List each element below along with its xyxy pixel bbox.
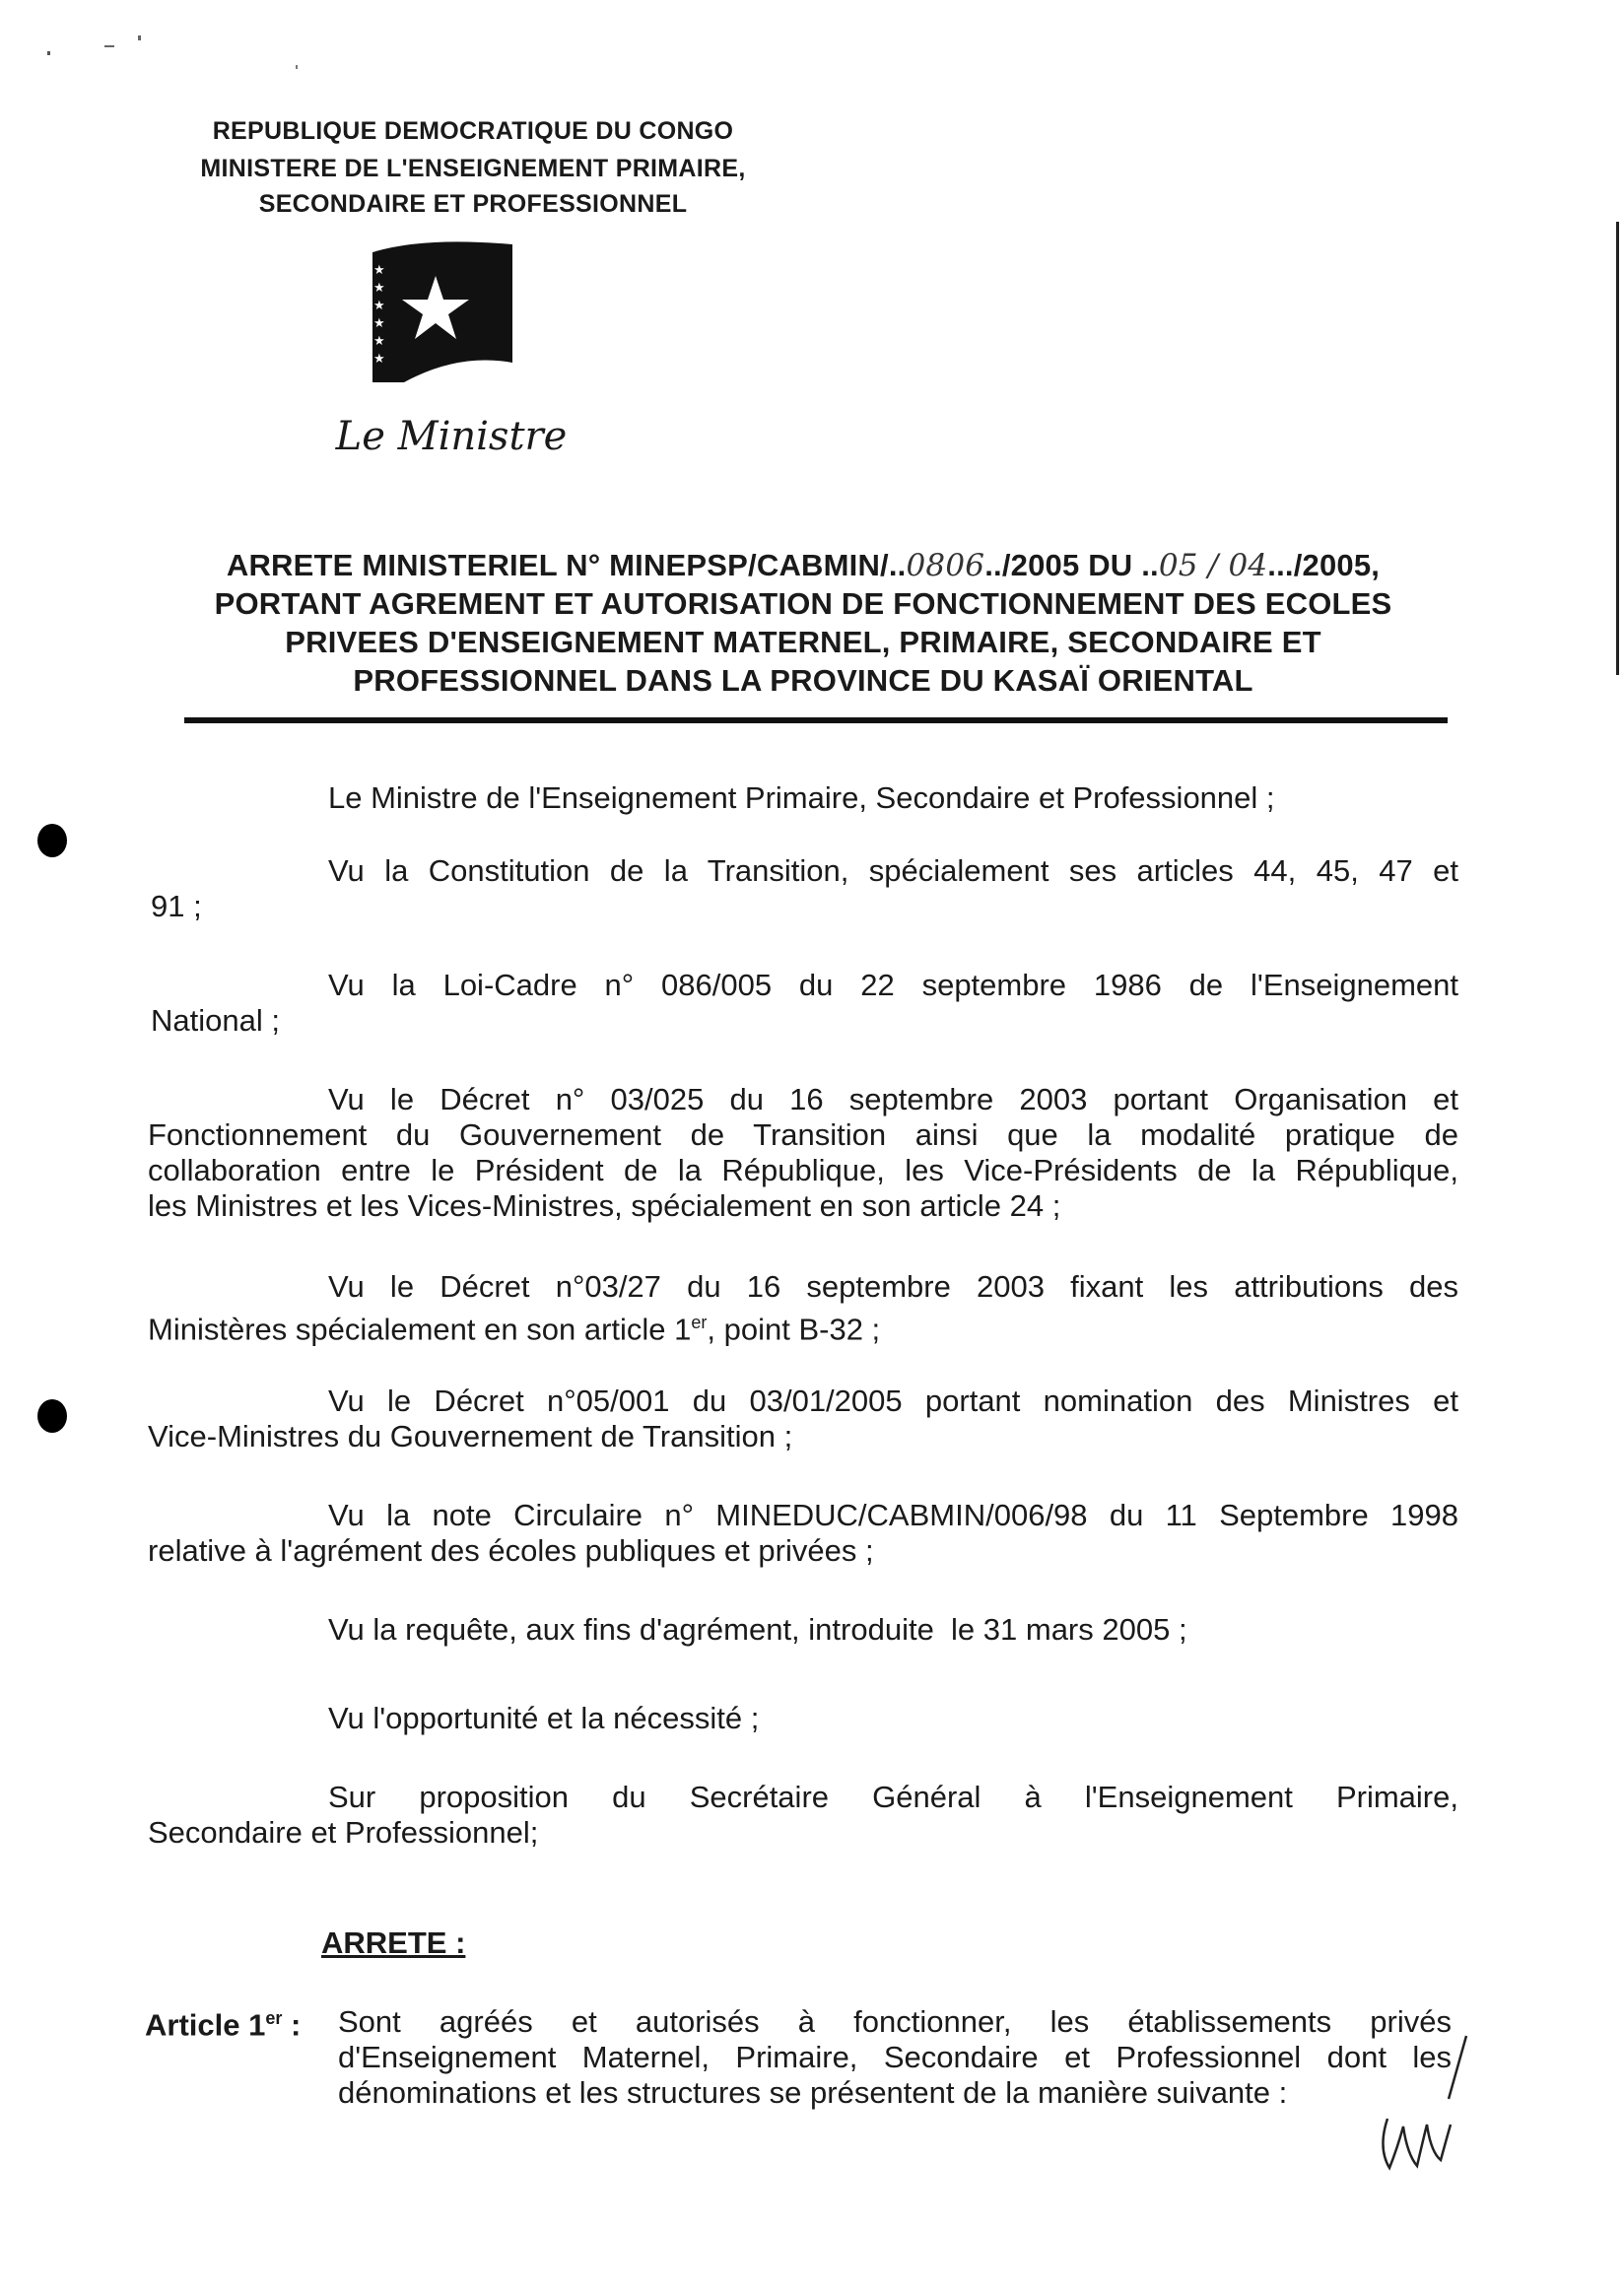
- decree-title-line-1: [148, 547, 1458, 584]
- preamble-decret-025-line-4: les Ministres et les Vices-Ministres, spécialement en son article 24 ;: [148, 1188, 1061, 1223]
- scan-speck: [296, 65, 298, 69]
- arrete-heading: ARRETE :: [321, 1925, 466, 1960]
- scan-speck: [138, 35, 141, 40]
- preamble-decret-27-text: Ministères spécialement en son article 1: [148, 1312, 692, 1347]
- superscript-er: er: [691, 1313, 708, 1332]
- article-1-line-2: d'Enseignement Maternel, Primaire, Secondaire et Professionnel dont les: [338, 2040, 1452, 2074]
- decree-title-line-2: PORTANT AGREMENT ET AUTORISATION DE FONCTIONNEMENT DES ECOLES: [214, 586, 1392, 621]
- svg-text:★: ★: [373, 281, 385, 296]
- scan-edge-line: [1616, 222, 1619, 675]
- preamble-constitution-line-1: Vu la Constitution de la Transition, spécialement ses articles 44, 45, 47 et: [328, 853, 1458, 888]
- article-1-label: [145, 2000, 342, 2043]
- preamble-proposition-line-1: Sur proposition du Secrétaire Général à l'Enseignement Primaire,: [328, 1780, 1458, 1814]
- header-ministry-2: SECONDAIRE ET PROFESSIONNEL: [258, 190, 688, 218]
- preamble-circulaire-line-1: Vu la note Circulaire n° MINEDUC/CABMIN/006/98 du 11 Septembre 1998: [328, 1498, 1458, 1532]
- svg-text:★: ★: [373, 263, 385, 278]
- handwritten-decree-number: 0806: [906, 548, 985, 583]
- handwritten-decree-date: 05 / 04: [1158, 548, 1268, 583]
- preamble-loi-cadre-line-2: National ;: [151, 1003, 280, 1038]
- preamble-decret-025-line-3: collaboration entre le Président de la République, les Vice-Présidents de la République,: [148, 1153, 1458, 1187]
- article-1-superscript: er: [265, 2008, 283, 2028]
- article-1-colon: :: [282, 2007, 302, 2043]
- preamble-requete: Vu la requête, aux fins d'agrément, introduite le 31 mars 2005 ;: [328, 1612, 1187, 1647]
- svg-text:★: ★: [373, 334, 385, 349]
- preamble-decret-025-line-1: Vu le Décret n° 03/025 du 16 septembre 2003 portant Organisation et: [328, 1082, 1458, 1116]
- article-1-line-3: dénominations et les structures se présentent de la manière suivante :: [338, 2075, 1288, 2110]
- svg-text:★: ★: [373, 299, 385, 313]
- header-ministry: MINISTERE DE L'ENSEIGNEMENT PRIMAIRE,: [200, 155, 746, 182]
- svg-text:★: ★: [373, 352, 385, 367]
- decree-title-line-3: PRIVEES D'ENSEIGNEMENT MATERNEL, PRIMAIRE, SECONDAIRE ET: [285, 625, 1321, 659]
- punch-hole-top: [37, 824, 67, 857]
- congo-flag-star-icon: [365, 235, 520, 390]
- svg-text:★: ★: [373, 316, 385, 331]
- preamble-decret-27-line-1: Vu le Décret n°03/27 du 16 septembre 2003 fixant les attributions des: [328, 1269, 1458, 1304]
- title-rule: [184, 717, 1448, 723]
- preamble-decret-025-line-2: Fonctionnement du Gouvernement de Transition ainsi que la modalité pratique de: [148, 1117, 1458, 1152]
- header-country: REPUBLIQUE DEMOCRATIQUE DU CONGO: [212, 117, 734, 145]
- preamble-opportunite: Vu l'opportunité et la nécessité ;: [328, 1701, 760, 1735]
- preamble-decret-001-line-1: Vu le Décret n°05/001 du 03/01/2005 portant nomination des Ministres et: [328, 1384, 1458, 1418]
- preamble-loi-cadre-line-1: Vu la Loi-Cadre n° 086/005 du 22 septembre 1986 de l'Enseignement: [328, 968, 1458, 1002]
- preamble-decret-27-line-2: [148, 1305, 1458, 1347]
- preamble-circulaire-line-2: relative à l'agrément des écoles publiques et privées ;: [148, 1533, 874, 1568]
- preamble-minister: Le Ministre de l'Enseignement Primaire, Secondaire et Professionnel ;: [328, 780, 1275, 815]
- preamble-decret-27-point: , point B-32 ;: [707, 1312, 881, 1347]
- article-1-line-1: Sont agréés et autorisés à fonctionner, les établissements privés: [338, 2004, 1452, 2039]
- article-1-word: Article 1: [145, 2007, 266, 2043]
- handwritten-initials-icon: [1368, 2030, 1476, 2178]
- punch-hole-bottom: [37, 1399, 67, 1433]
- preamble-proposition-line-2: Secondaire et Professionnel;: [148, 1815, 539, 1850]
- decree-title-line-4: PROFESSIONNEL DANS LA PROVINCE DU KASAÏ ORIENTAL: [353, 663, 1253, 698]
- title-suffix: .../2005,: [1267, 548, 1381, 582]
- title-mid: ../2005 DU ..: [984, 548, 1159, 582]
- preamble-constitution-line-2: 91 ;: [151, 889, 202, 923]
- title-prefix: ARRETE MINISTERIEL N° MINEPSP/CABMIN/..: [226, 548, 907, 582]
- preamble-decret-001-line-2: Vice-Ministres du Gouvernement de Transition ;: [148, 1419, 793, 1453]
- signatory-title: Le Ministre: [335, 414, 568, 459]
- scan-speck: [47, 51, 50, 55]
- scan-speck: [104, 45, 114, 47]
